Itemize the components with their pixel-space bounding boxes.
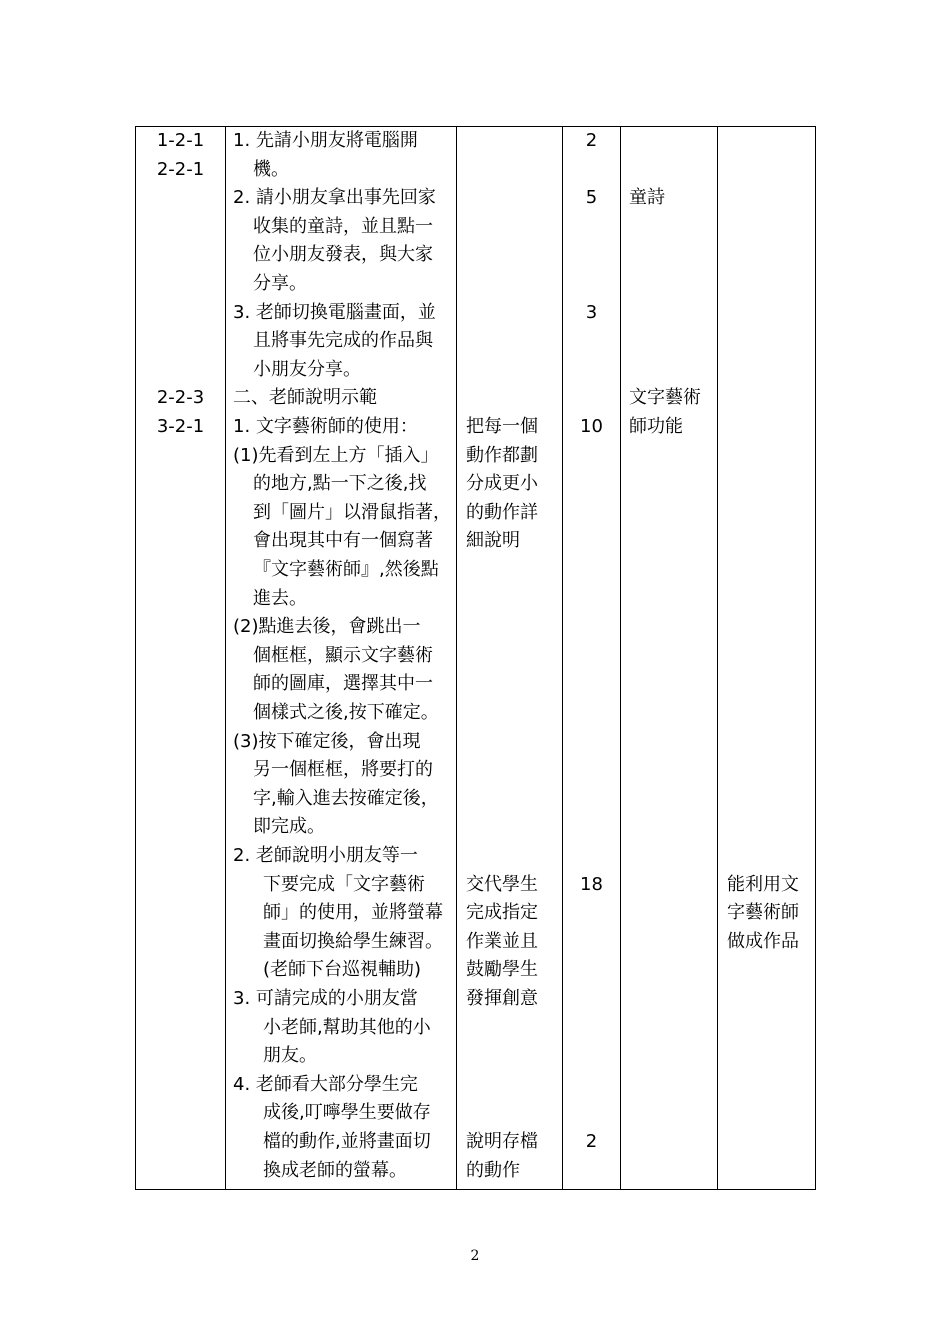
resource-line: 文字藝術 (629, 387, 701, 409)
column-divider (620, 126, 621, 1190)
activity-line: 師」的使用，並將螢幕 (263, 902, 443, 924)
standard-code: 1-2-1 (156, 130, 205, 151)
page-number: 2 (470, 1248, 480, 1264)
note-line: 發揮創意 (466, 988, 538, 1009)
activity-line: 『文字藝術師』,然後點 (253, 559, 439, 580)
activity-line: 師的圖庫，選擇其中一 (253, 673, 433, 695)
assessment-line: 字藝術師 (727, 902, 799, 924)
column-divider (562, 126, 563, 1190)
activity-line: 小老師,幫助其他的小 (263, 1016, 431, 1038)
activity-line: 進去。 (253, 587, 307, 609)
resource-line: 童詩 (629, 187, 665, 209)
activity-line: 分享。 (253, 273, 307, 294)
activity-line: 到「圖片」以滑鼠指著， (253, 501, 451, 523)
activity-line: 另一個框框，將要打的 (253, 759, 433, 781)
note-line: 分成更小 (466, 473, 538, 495)
activity-line: 2. 請小朋友拿出事先回家 (233, 187, 436, 209)
activity-line: 換成老師的螢幕。 (263, 1159, 407, 1181)
activity-line: 3. 老師切換電腦畫面，並 (233, 301, 436, 323)
activity-line: 且將事先完成的作品與 (253, 330, 433, 352)
note-line: 作業並且 (466, 930, 538, 952)
note-line: 交代學生 (466, 873, 538, 895)
standard-code: 2-2-3 (156, 387, 205, 409)
activity-line: 機。 (253, 158, 289, 180)
activity-line: 成後,叮嚀學生要做存 (263, 1102, 431, 1124)
activity-line: 畫面切換給學生練習。 (263, 930, 443, 952)
activity-line: 小朋友分享。 (253, 358, 361, 380)
table-border-left (135, 126, 136, 1190)
standard-code: 3-2-1 (156, 416, 205, 437)
activity-line: 下要完成「文字藝術 (263, 873, 425, 895)
activity-line: 檔的動作,並將畫面切 (263, 1131, 431, 1152)
time-value: 5 (585, 187, 598, 209)
note-line: 鼓勵學生 (466, 959, 538, 981)
activity-line: 的地方,點一下之後,找 (253, 473, 427, 495)
activity-line: 2. 老師說明小朋友等一 (233, 845, 418, 866)
note-line: 的動作 (466, 1159, 520, 1181)
time-value: 2 (585, 130, 598, 151)
note-line: 的動作詳 (466, 501, 538, 523)
time-value: 3 (585, 301, 598, 323)
note-line: 把每一個 (466, 416, 538, 437)
activity-line: 會出現其中有一個寫著 (253, 530, 433, 552)
note-line: 說明存檔 (466, 1131, 538, 1152)
activity-line: 字,輸入進去按確定後， (253, 787, 439, 809)
time-value: 18 (580, 873, 603, 895)
activity-line: (老師下台巡視輔助) (263, 959, 422, 981)
activity-line: 二、老師說明示範 (233, 387, 377, 409)
standard-code: 2-2-1 (156, 158, 205, 180)
activity-line: 朋友。 (263, 1045, 317, 1067)
column-divider (456, 126, 457, 1190)
assessment-line: 能利用文 (727, 873, 799, 895)
activity-line: 4. 老師看大部分學生完 (233, 1073, 418, 1095)
time-value: 10 (580, 416, 603, 437)
activity-line: 1. 先請小朋友將電腦開 (233, 130, 418, 151)
note-line: 完成指定 (466, 902, 538, 924)
activity-line: 收集的童詩，並且點一 (253, 215, 433, 237)
table-border-right (815, 126, 816, 1190)
activity-line: (2)點進去後，會跳出一 (233, 616, 421, 638)
column-divider (717, 126, 718, 1190)
activity-line: 即完成。 (253, 816, 325, 838)
activity-line: 1. 文字藝術師的使用： (233, 416, 418, 437)
activity-line: 位小朋友發表，與大家 (253, 244, 433, 266)
activity-line: 個樣式之後,按下確定。 (253, 702, 439, 723)
resource-line: 師功能 (629, 416, 683, 437)
activity-line: (1)先看到左上方「插入」 (233, 444, 439, 466)
time-value: 2 (585, 1131, 598, 1152)
column-divider (225, 126, 226, 1190)
assessment-line: 做成作品 (727, 930, 799, 952)
activity-line: 個框框，顯示文字藝術 (253, 644, 433, 666)
activity-line: (3)按下確定後，會出現 (233, 730, 421, 752)
table-bottom-border (135, 1189, 815, 1190)
activity-line: 3. 可請完成的小朋友當 (233, 988, 418, 1009)
note-line: 細說明 (466, 530, 520, 552)
note-line: 動作都劃 (466, 444, 538, 466)
